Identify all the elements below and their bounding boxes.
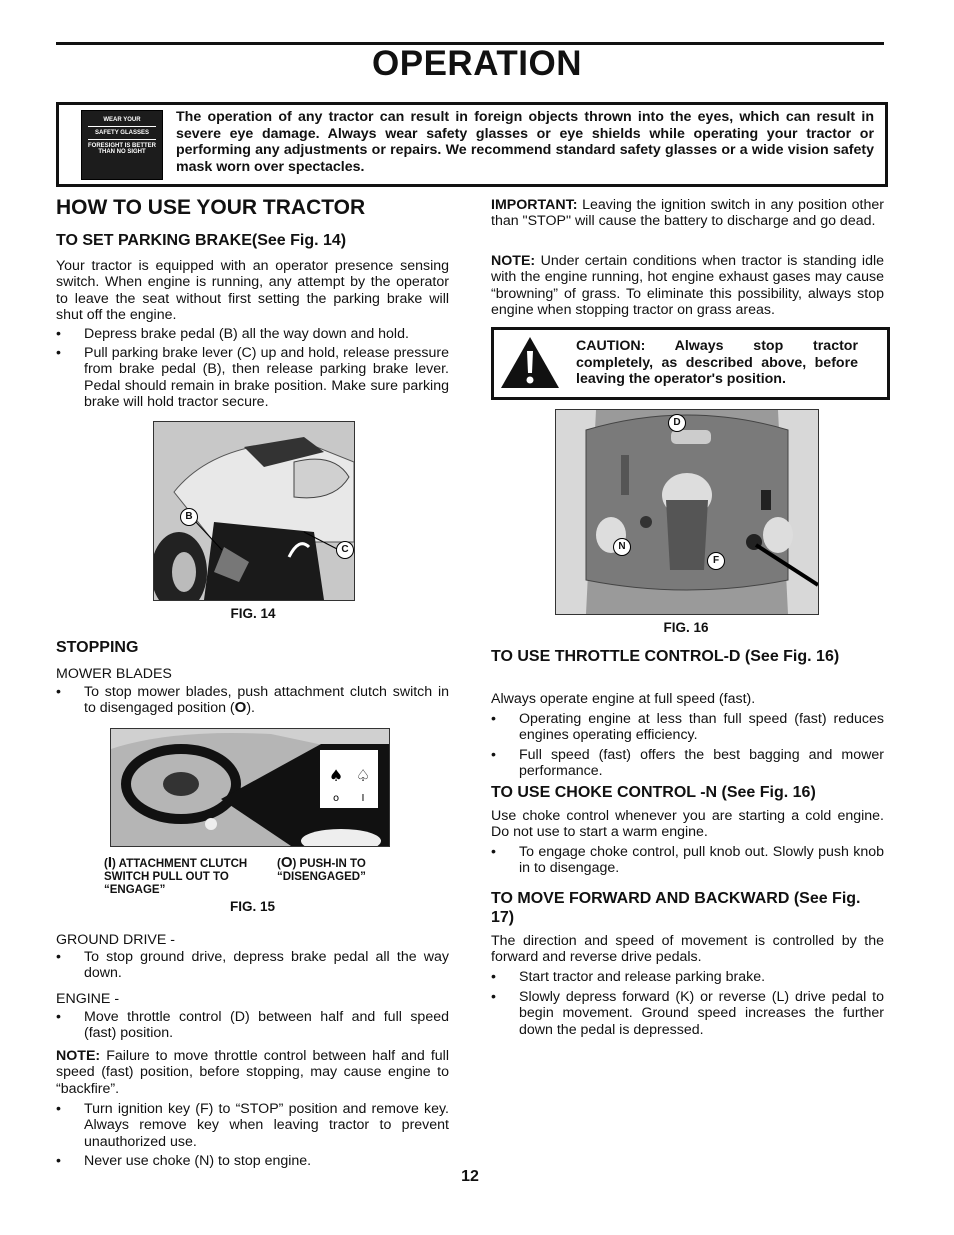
list-item: • Pull parking brake lever (C) up and hold, release pressure from brake pedal (B), then release parking brake lever. Pedal should remain in brake position. Make sure parking brake will hold tractor secure. <box>56 345 449 410</box>
list-item: • Slowly depress forward (K) or reverse (L) drive pedal to begin movement. Ground speed increases the further down the pedal is depressed. <box>491 989 884 1038</box>
list-item: • To engage choke control, pull knob out. Slowly push knob in to disengage. <box>491 844 884 877</box>
fig16-label-f: F <box>707 552 725 570</box>
parking-brake-text: Your tractor is equipped with an operator presence sensing switch. When engine is running, any attempt by the operator to leave the seat without first setting the parking brake will shut off the engine. <box>56 258 449 323</box>
list-item: • Operating engine at less than full speed (fast) reduces engines operating efficiency. <box>491 711 884 744</box>
list-item: • Move throttle control (D) between half and full speed (fast) position. <box>56 1009 449 1042</box>
fig16-label-d: D <box>668 414 686 432</box>
stopping-heading: STOPPING <box>56 639 139 656</box>
fig14-label-b: B <box>180 508 198 526</box>
fig16-caption: FIG. 16 <box>663 620 709 635</box>
list-item: • Never use choke (N) to stop engine. <box>56 1153 312 1169</box>
fig15-engage-label: (I) ATTACHMENT CLUTCH SWITCH PULL OUT TO “ENGAGE” <box>104 854 248 896</box>
warning-triangle-icon <box>499 335 561 390</box>
note-paragraph-right: NOTE: Under certain conditions when tractor is standing idle with the engine running, hot engine exhaust gases may cause “browning” of grass. To eliminate this possibility, always stop engine when stopping tractor on grass areas. <box>491 253 885 318</box>
list-item: • To stop mower blades, push attachment clutch switch in to disengaged position (O). <box>56 684 449 717</box>
fig14-illustration <box>153 421 355 601</box>
fig15-disengage-label: (O) PUSH-IN TO “DISENGAGED” <box>277 854 366 883</box>
choke-heading: TO USE CHOKE CONTROL -N (See Fig. 16) <box>491 784 816 801</box>
ground-drive-label: GROUND DRIVE - <box>56 932 176 948</box>
section-heading: HOW TO USE YOUR TRACTOR <box>56 196 366 219</box>
fig14-label-c: C <box>336 541 354 559</box>
safety-glasses-badge <box>81 110 163 180</box>
list-item: • Depress brake pedal (B) all the way down and hold. <box>56 326 409 342</box>
svg-text:♤: ♤ <box>355 766 371 785</box>
move-text: The direction and speed of movement is controlled by the forward and reverse drive pedals. <box>491 933 884 966</box>
move-heading: TO MOVE FORWARD AND BACKWARD (See Fig. 17) <box>491 890 861 926</box>
parking-brake-heading: TO SET PARKING BRAKE(See Fig. 14) <box>56 232 347 249</box>
page-title: OPERATION <box>372 44 582 83</box>
choke-text: Use choke control whenever you are starting a cold engine. Do not use to start a warm engine. <box>491 808 884 841</box>
list-item: • Full speed (fast) offers the best bagging and mower performance. <box>491 747 884 780</box>
fig16-illustration <box>555 409 819 615</box>
badge-mid-text: SAFETY GLASSES <box>95 130 149 136</box>
throttle-heading: TO USE THROTTLE CONTROL-D (See Fig. 16) <box>491 648 840 665</box>
badge-top-text: WEAR YOUR <box>103 117 141 123</box>
list-item: • Turn ignition key (F) to “STOP” position and remove key. Always remove key when leaving tractor to prevent unauthorized use. <box>56 1101 449 1150</box>
svg-text:♠: ♠ <box>328 766 344 785</box>
important-paragraph: IMPORTANT: Leaving the ignition switch in any position other than "STOP" will cause the battery to discharge and go dead. <box>491 197 884 230</box>
caution-text: CAUTION: Always stop tractor completely, as described above, before leaving the operator's position. <box>576 338 858 387</box>
warning-text: The operation of any tractor can result in foreign objects thrown into the eyes, which can result in severe eye damage. Always wear safety glasses or eye shields while operating your tractor or performing any adjustments or repairs. We recommend standard safety glasses or a wide vision safety mask worn over spectacles. <box>176 109 874 175</box>
fig15-caption: FIG. 15 <box>229 899 275 914</box>
svg-text:o: o <box>332 793 340 804</box>
fig16-label-n: N <box>613 538 631 556</box>
fig15-illustration <box>110 728 390 847</box>
throttle-text: Always operate engine at full speed (fast). <box>491 691 756 707</box>
safety-warning-box <box>56 102 888 187</box>
engine-label: ENGINE - <box>56 991 120 1007</box>
badge-bottom-text: FORESIGHT IS BETTER THAN NO SIGHT <box>87 143 156 155</box>
mower-blades-label: MOWER BLADES <box>56 666 172 682</box>
svg-text:I: I <box>361 793 365 804</box>
fig14-caption: FIG. 14 <box>230 606 276 621</box>
list-item: • To stop ground drive, depress brake pedal all the way down. <box>56 949 449 982</box>
page-number: 12 <box>461 1168 479 1185</box>
note-paragraph: NOTE: Failure to move throttle control between half and full speed (fast) position, before stopping, may cause engine to “backfire”. <box>56 1048 449 1097</box>
list-item: • Start tractor and release parking brake. <box>491 969 766 985</box>
caution-box <box>491 327 890 400</box>
